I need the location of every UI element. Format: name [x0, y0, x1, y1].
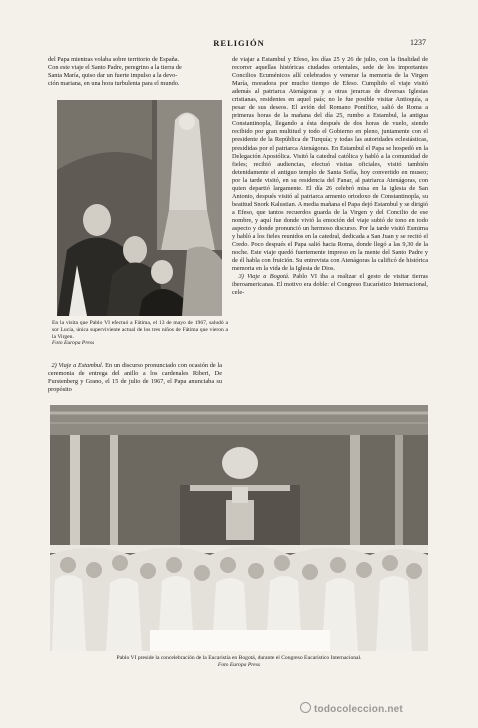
text-line: del Papa mientras volaba sobre territorio de España. — [48, 56, 180, 63]
fatima-photo-caption — [52, 320, 228, 347]
left-column-top-text — [48, 56, 222, 88]
text-line: ción mariana, en una hora turbulenta para el mundo. — [48, 80, 180, 88]
caption-text: En la visita que Pablo VI efectuó a Fátima, el 13 de mayo de 1967, saludó a sor Lucía, única superviviente actual de los tres niños de Fátima que vieron a la Virgen. — [52, 320, 228, 340]
text-line: Santa María, quiso dar un fuerte impulso a la devo- — [48, 72, 178, 80]
site-watermark — [300, 702, 460, 715]
left-column-bottom-text — [48, 362, 222, 394]
watermark-text: todocoleccion.net — [314, 704, 403, 715]
bogota-photo-caption — [50, 655, 428, 669]
right-column-text — [232, 56, 428, 297]
section-heading: 2) Viaje a Estambul. — [51, 362, 104, 369]
page-header — [50, 38, 428, 50]
photo-credit: Foto Europa Press — [52, 340, 95, 347]
text-line: Con este viaje el Santo Padre, peregrino a la tierra de — [48, 64, 182, 72]
paragraph-text: En un discurso pronunciado con ocasión de la ceremonia de entrega del anillo a los cardenales Riberi, De Furstenberg y Grano, el 15 de julio de 1967, el Papa anunciaba su propósito — [48, 362, 222, 394]
caption-text: Pablo VI preside la concelebración de la Eucaristía en Bogotá, durante el Congreso Eucarístico Internacional. — [116, 655, 362, 661]
paragraph-text: de viajar a Estambul y Efeso, los días 25 y 26 de julio, con la finalidad de recorrer aquellas históricas ciudades orientales, sede de los importantes Concilios Ecuménicos allí celebrados y venerar la memoria de la Virgen María, moradora por mucho tiempo de Efeso. Cumplido el viaje visitó además al patriarca Atenágoras y a otras jerarcas de diversas Iglesias cristianas, residentes en aquel país; no le fue posible visitar Antioquía, a pesar de sus deseos. El avión del Romano Pontífice, salió de Roma a primeras horas de la mañana del día 25, rumbo a Estambul, la antigua Constantinopla, llegando a ésta después de dos horas de vuelo, siendo recibido por gran multitud y todo el Gobierno en pleno, juntamente con el presidente de la República de Turquía; y todas las autoridades eclesiásticas, presididas por el patriarca Atenágoras. En Estambul el Papa se hospedó en la Delegación Apostólica. Visitó la catedral católica y habló a la comunidad de fieles; recibió audiencias, efectuó visitas oficiales, visitó también detenidamente el antiguo templo de Santa Sofía, hoy convertido en museo; por la tarde visitó, en su residencia del Fanar, al patriarca Atenágoras, con quien departió largamente. El día 26 celebró misa en la iglesia de San Antonio, después visitó al patriarca armenio ortodoxo de Constantinopla, su beatitud Snork Kalustian. A media mañana el Papa dejó Estambul y se dirigió a Efeso, que tantos recuerdos guarda de la Virgen y del Concilio de ese nombre, y aquí fue donde vivió la emoción del viaje subió de tono en todo aspecto y donde pronunció un hermoso discurso. Por la tarde visitó Esmirna y habló a los fieles reunidos en la catedral, dedicada a San Juan y se recitó el Credo. Poco después el Papa salió hacia Roma, donde llegó a las 9,30 de la noche. Este viaje quedó fuertemente impreso en la mente del Santo Padre y de él habla con fruición. Su entrevista con Atenágoras la calificó de histórica memoria en la vida de la Iglesia de Dios. — [232, 56, 428, 273]
bogota-photo — [50, 405, 428, 651]
page-number: 1237 — [410, 38, 426, 47]
section-paragraph — [232, 273, 428, 297]
fatima-photo — [57, 100, 222, 316]
logo-icon — [300, 702, 311, 713]
section-paragraph — [48, 362, 222, 394]
section-heading: 3) Viaje a Bogotá. — [238, 273, 290, 281]
section-title: RELIGIÓN — [213, 38, 265, 48]
paragraph-text: Pablo VI iba a realizar el gesto de visitar tierras iberoamericanas. El motivo era doble: el Congreso Eucarístico Internacional, cele- — [232, 273, 429, 297]
photo-credit: Foto Europa Press — [217, 661, 261, 668]
